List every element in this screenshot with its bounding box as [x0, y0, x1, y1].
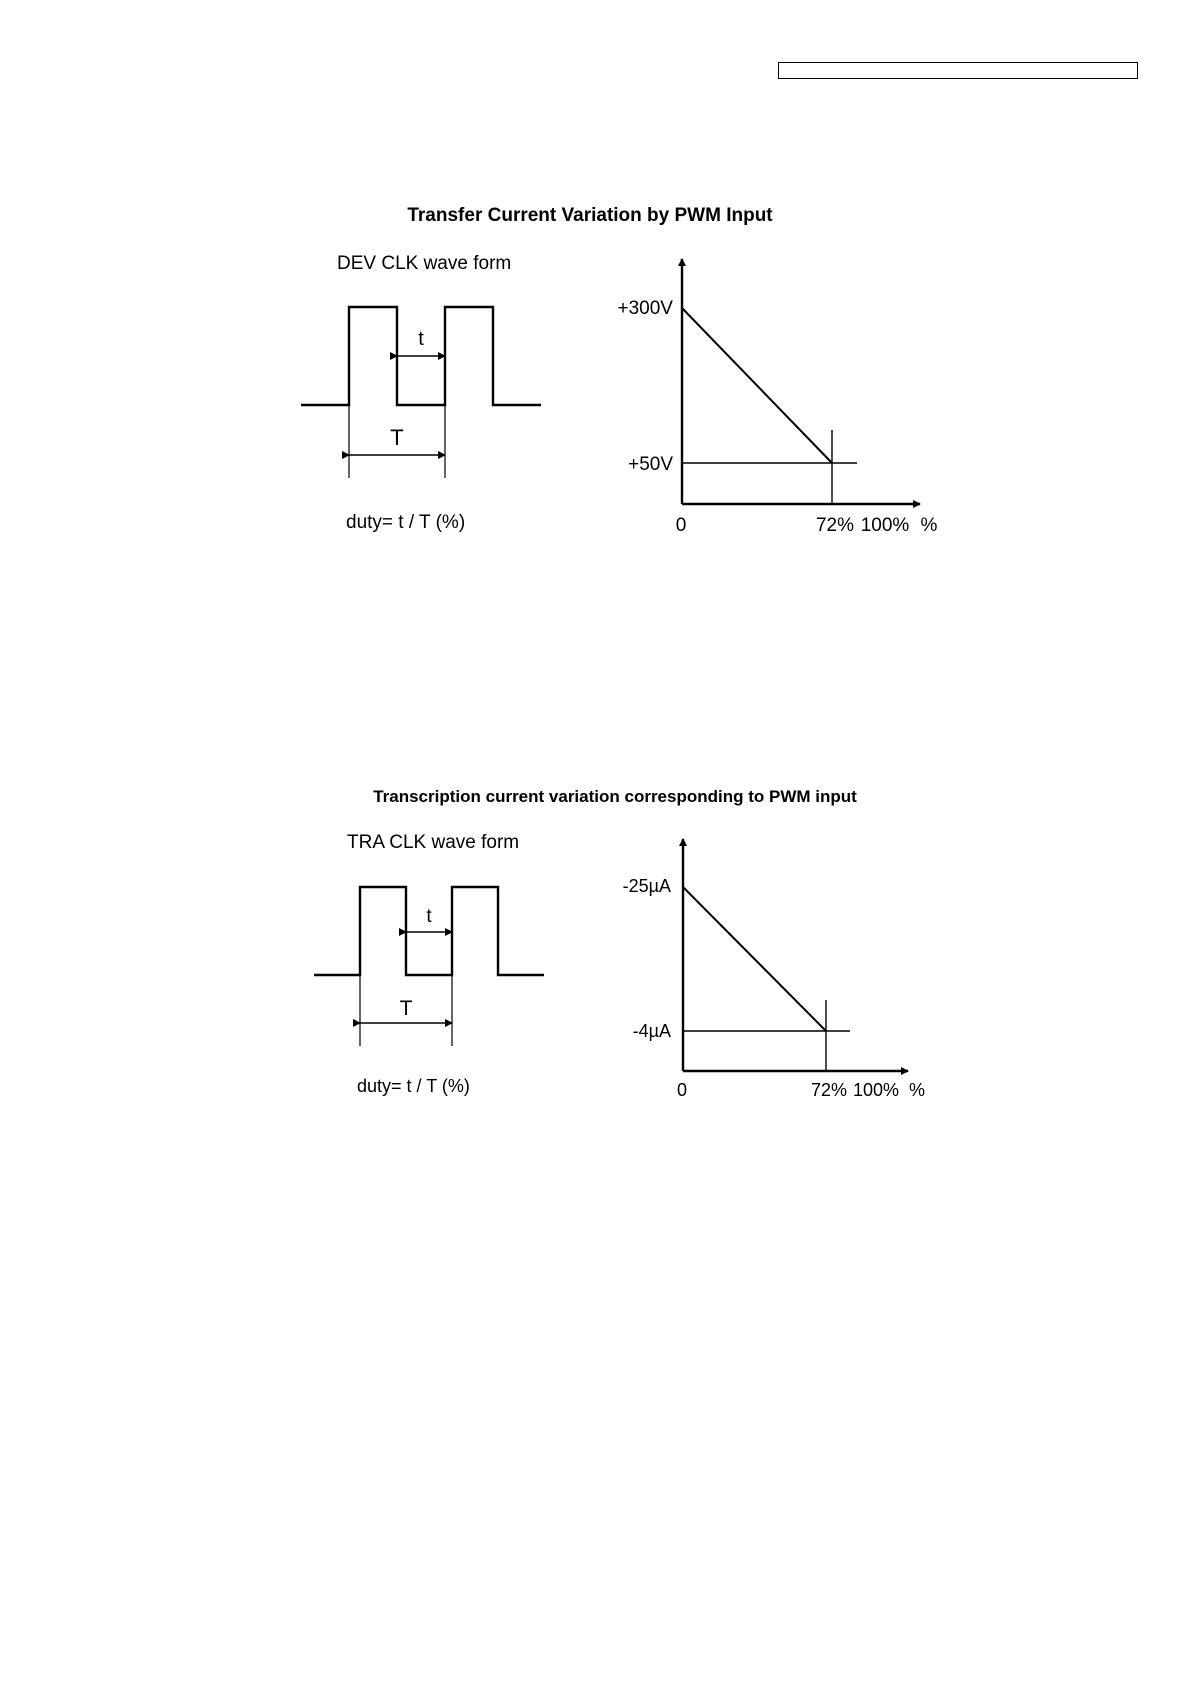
figure2-x-72-label: 72%	[810, 1080, 848, 1100]
figure1-x-origin-label: 0	[675, 515, 687, 536]
figure2-y-top-label: -25µA	[622, 876, 671, 896]
figure1-y-bottom-label: +50V	[628, 454, 673, 475]
figure2-square-wave	[314, 887, 544, 975]
figure2-y-bottom-label: -4µA	[632, 1021, 671, 1041]
figure2-x-100-label: 100%	[852, 1080, 900, 1100]
figure1-x-unit-label: %	[920, 515, 938, 536]
figure2	[314, 787, 925, 1100]
figure1-output-line	[682, 308, 832, 463]
figure2-x-unit-label: %	[908, 1080, 926, 1100]
figure1-title: Transfer Current Variation by PWM Input	[407, 205, 773, 226]
figure1-duty-formula: duty= t / T (%)	[346, 512, 466, 533]
figure1-x-100-label: 100%	[860, 515, 910, 536]
figure2-title: Transcription current variation corresponding to PWM input	[373, 787, 857, 806]
figure2-t-label: t	[426, 906, 432, 927]
figure1-x-72-label: 72%	[815, 515, 855, 536]
figure1	[301, 205, 938, 536]
figure1-T-label: T	[390, 425, 404, 450]
figure2-duty-formula: duty= t / T (%)	[357, 1076, 470, 1096]
figure2-x-origin-label: 0	[676, 1080, 688, 1100]
figure2-waveform-label: TRA CLK wave form	[347, 832, 520, 853]
figure2-T-label: T	[399, 997, 413, 1020]
figure1-waveform-label: DEV CLK wave form	[337, 253, 512, 274]
figure2-output-line	[683, 887, 826, 1031]
figure1-y-top-label: +300V	[617, 298, 673, 319]
figure1-t-label: t	[418, 328, 424, 350]
